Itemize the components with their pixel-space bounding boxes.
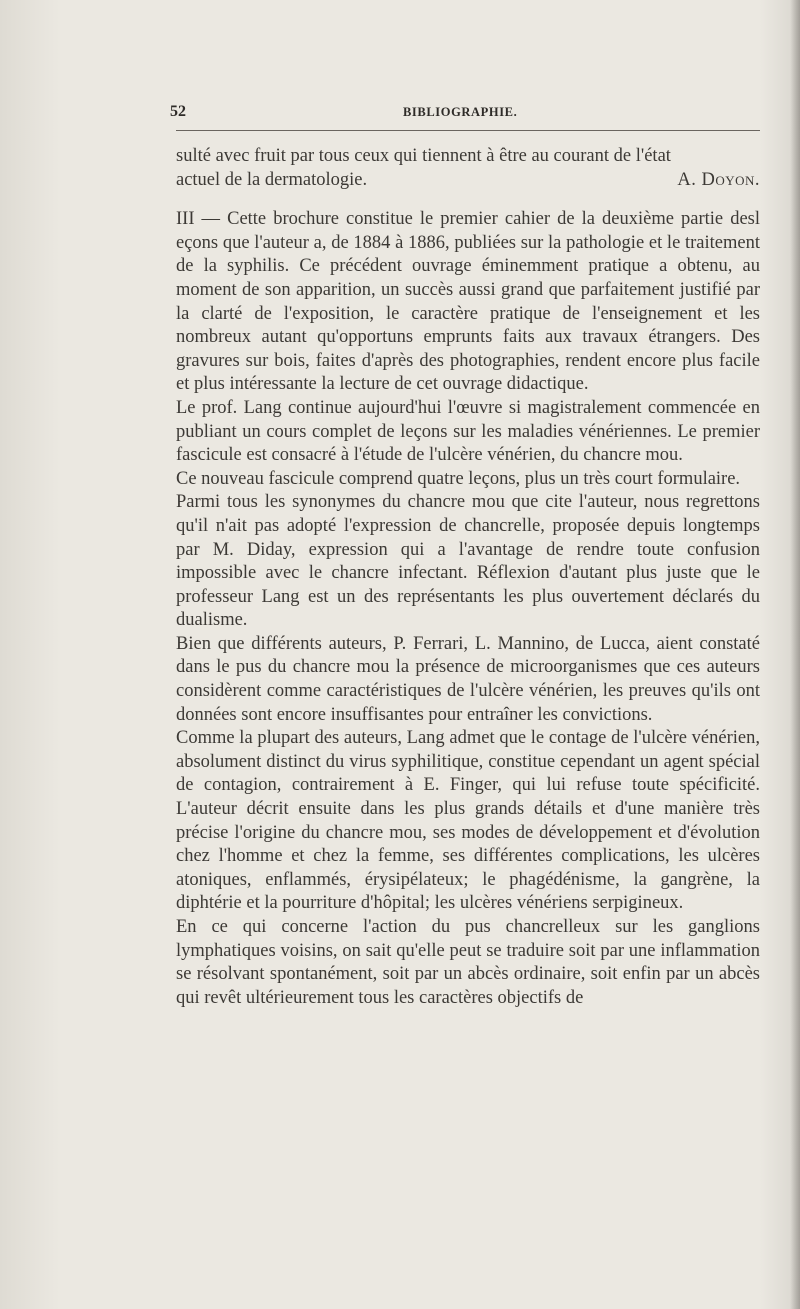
page-edge-shadow	[790, 0, 800, 1309]
paragraph: Bien que différents auteurs, P. Ferrari, L. Mannino, de Lucca, aient constaté dans le pus du chancre mou la présence de microorganismes que ces auteurs considèrent comme caractéristiques de l'ulcère vénérien, les preuves qu'ils ont données sont encore insuffisantes pour entraîner les convictions.	[176, 633, 760, 725]
paragraph: En ce qui concerne l'action du pus chancrelleux sur les ganglions lymphatiques voisins, on sait qu'elle peut se traduire soit par une inflammation se résolvant spontanément, soit par un abcès ordinaire, soit enfin par un abcès qui revêt ultérieurement tous les caractères objectifs de	[176, 917, 760, 1008]
paragraph: Ce nouveau fascicule comprend quatre leçons, plus un très court formulaire.	[176, 468, 741, 489]
running-title: BIBLIOGRAPHIE.	[403, 105, 518, 119]
paragraph: III — Cette brochure constitue le premier cahier de la deuxième partie desl eçons que l'auteur a, de 1884 à 1886, publiées sur la pathologie et le traitement de la syphilis. Ce précédent ouvrage éminemment pratique a obtenu, au moment de son apparition, un succès aussi grand que parfaitement justifié par la clarté de l'exposition, le caractère pratique de l'enseignement et les nombreux autant qu'opportuns emprunts faits aux travaux étrangers. Des gravures sur bois, faites d'après des photographies, rendent encore plus facile et plus intéressante la lecture de cet ouvrage didactique.	[176, 209, 760, 395]
body-text	[176, 145, 760, 1010]
page-header	[170, 103, 760, 125]
page-number: 52	[170, 103, 186, 120]
header-rule	[176, 130, 760, 131]
paragraph: Parmi tous les synonymes du chancre mou que cite l'auteur, nous regrettons qu'il n'ait pas adopté l'expression de chancrelle, proposée depuis longtemps par M. Diday, expression qui a l'avantage de rendre toute confusion impossible avec le chancre infectant. Réflexion d'autant plus juste que le professeur Lang est un des représentants les plus ouvertement déclarés du dualisme.	[176, 492, 760, 631]
intro-signature-line	[176, 169, 760, 193]
section-gap	[176, 192, 760, 208]
reviewer-signature: A. Doyon.	[677, 169, 760, 190]
paragraph: Le prof. Lang continue aujourd'hui l'œuvre si magistralement commencée en publiant un cours complet de leçons sur les maladies vénériennes. Le premier fascicule est consacré à l'étude de l'ulcère vénérien, du chancre mou.	[176, 397, 760, 466]
paragraph: Comme la plupart des auteurs, Lang admet que le contage de l'ulcère vénérien, absolument distinct du virus syphilitique, constitue cependant un agent spécial de contagion, contrairement à E. Finger, qui lui refuse toute spécificité. L'auteur décrit ensuite dans les plus grands détails et d'une manière très précise l'origine du chancre mou, ses modes de développement et d'évolution chez l'homme et chez la femme, ses différentes complications, les ulcères atoniques, enflammés, érysipélateux; le phagédénisme, la gangrène, la diphtérie et la pourriture d'hôpital; les ulcères vénériens serpigineux.	[176, 728, 760, 914]
intro-line-1: sulté avec fruit par tous ceux qui tiennent à être au courant de l'état	[176, 146, 671, 166]
intro-line-2: actuel de la dermatologie.	[176, 169, 368, 190]
